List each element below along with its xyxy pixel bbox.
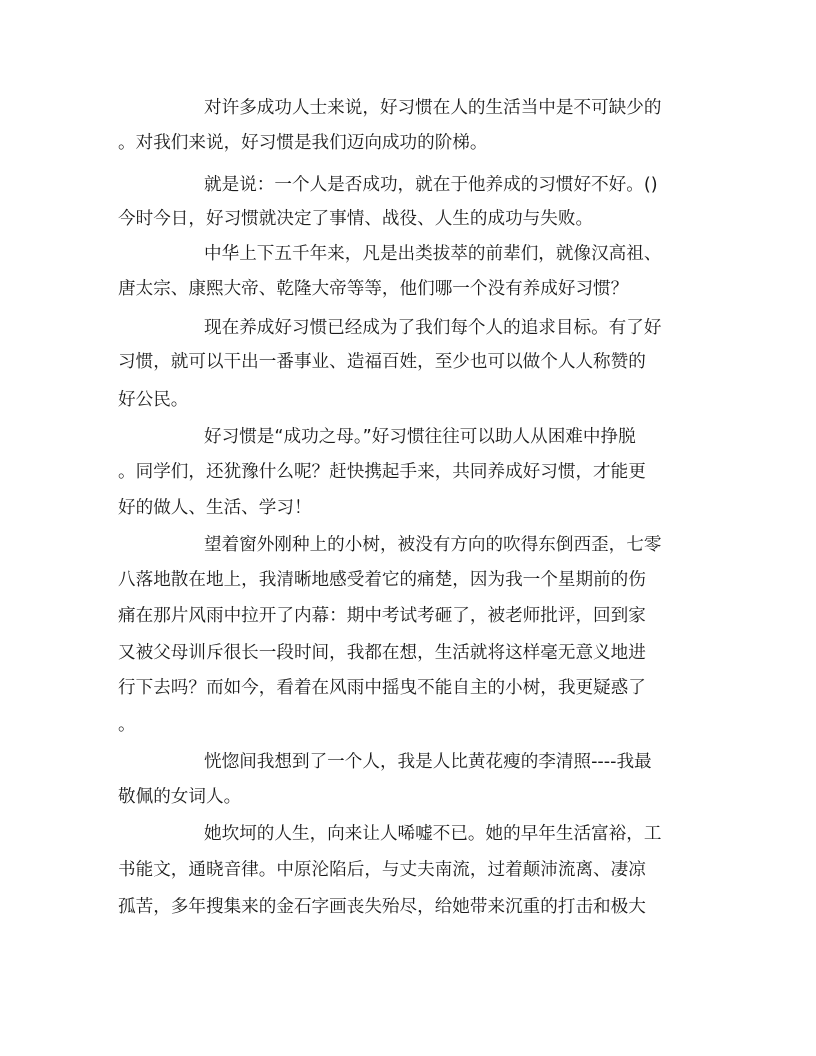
paragraph-5-line-3: 好的做人、生活、学习！	[118, 498, 312, 518]
paragraph-6-line-6: 。	[118, 715, 136, 735]
paragraph-4-line-2: 习惯，就可以干出一番事业、造福百姓，至少也可以做个人人称赞的	[118, 352, 646, 372]
paragraph-6-line-5: 行下去吗？而如今，看着在风雨中摇曳不能自主的小树，我更疑惑了	[118, 678, 646, 698]
paragraph-2-line-2: 今时今日，好习惯就决定了事情、战役、人生的成功与失败。	[118, 209, 594, 229]
paragraph-6-line-3: 痛在那片风雨中拉开了内幕：期中考试考砸了，被老师批评，回到家	[118, 606, 646, 626]
paragraph-1-line-1: 对许多成功人士来说，好习惯在人的生活当中是不可缺少的	[204, 98, 662, 118]
paragraph-6-line-4: 又被父母训斥很长一段时间，我都在想，生活就将这样毫无意义地进	[118, 643, 646, 663]
paragraph-4-line-3: 好公民。	[118, 390, 189, 410]
paragraph-3-line-2: 唐太宗、康熙大帝、乾隆大帝等等，他们哪一个没有养成好习惯？	[118, 279, 629, 299]
paragraph-3-line-1: 中华上下五千年来，凡是出类拔萃的前辈们，就像汉高祖、	[204, 244, 662, 264]
paragraph-8-line-3: 孤苦，多年搜集来的金石字画丧失殆尽，给她带来沉重的打击和极大	[118, 897, 646, 917]
paragraph-1-line-2: 。对我们来说，好习惯是我们迈向成功的阶梯。	[118, 133, 488, 153]
paragraph-2-line-1: 就是说：一个人是否成功，就在于他养成的习惯好不好。()	[204, 175, 658, 195]
paragraph-8-line-1: 她坎坷的人生，向来让人唏嘘不已。她的早年生活富裕，工	[204, 824, 662, 844]
paragraph-7-line-2: 敬佩的女词人。	[118, 787, 242, 807]
paragraph-5-line-2: 。同学们，还犹豫什么呢？赶快携起手来，共同养成好习惯，才能更	[118, 462, 646, 482]
paragraph-6-line-2: 八落地散在地上，我清晰地感受着它的痛楚，因为我一个星期前的伤	[118, 570, 646, 590]
paragraph-4-line-1: 现在养成好习惯已经成为了我们每个人的追求目标。有了好	[204, 318, 662, 338]
paragraph-7-line-1: 恍惚间我想到了一个人，我是人比黄花瘦的李清照----我最	[204, 752, 652, 772]
paragraph-5-line-1: 好习惯是“成功之母。”好习惯往往可以助人从困难中挣脱	[204, 427, 636, 447]
paragraph-6-line-1: 望着窗外刚种上的小树，被没有方向的吹得东倒西歪，七零	[204, 535, 662, 555]
paragraph-8-line-2: 书能文，通晓音律。中原沦陷后，与丈夫南流，过着颠沛流离、凄凉	[118, 860, 646, 880]
